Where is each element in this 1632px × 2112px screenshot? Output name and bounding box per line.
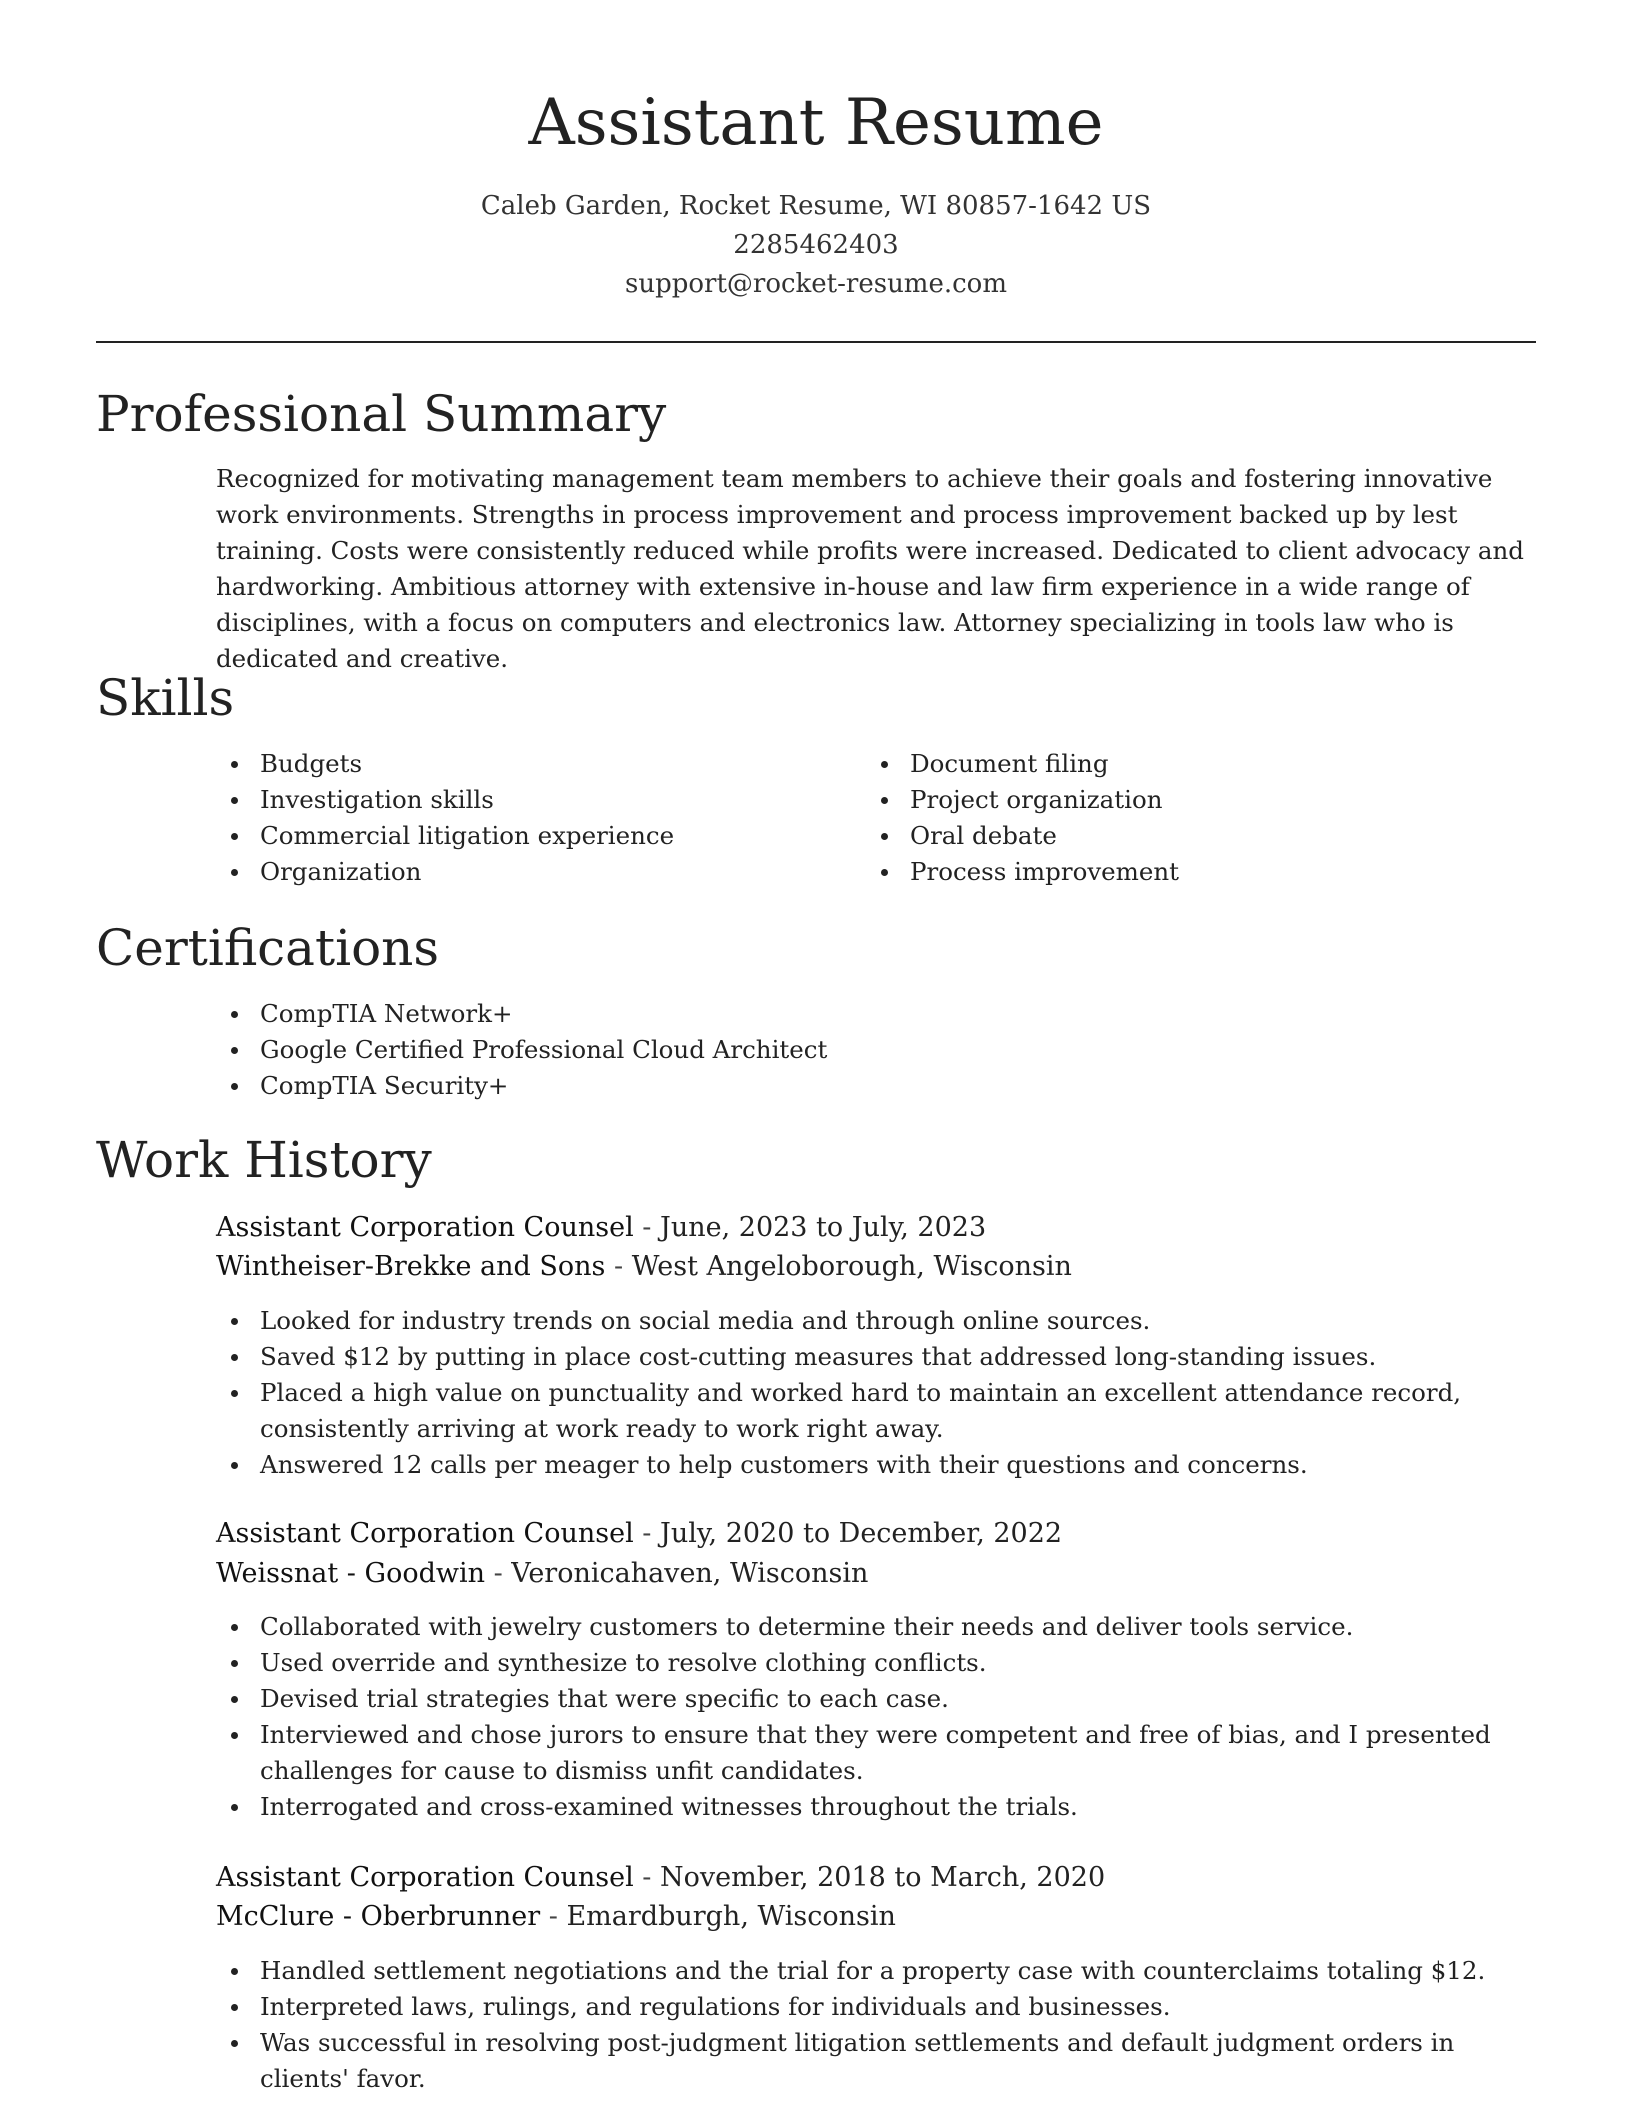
contact-address: Caleb Garden, Rocket Resume, WI 80857-1642 US xyxy=(480,191,1152,221)
job-bullet: Saved $12 by putting in place cost-cutting measures that addressed long-standing issues. xyxy=(216,1339,1536,1375)
summary-heading: Professional Summary xyxy=(96,385,667,443)
separator: - xyxy=(633,1862,661,1893)
job-company-line xyxy=(216,1897,896,1936)
separator: - xyxy=(633,1518,661,1549)
job-location: West Angeloborough, Wisconsin xyxy=(631,1251,1072,1282)
contact-phone: 2285462403 xyxy=(733,230,899,260)
job-bullet: Was successful in resolving post-judgment litigation settlements and default judgment orders in clients' favor. xyxy=(216,2025,1536,2097)
certification-item: CompTIA Network+ xyxy=(216,996,1536,1032)
skills-list-right xyxy=(866,746,1466,890)
skill-item: Organization xyxy=(216,854,816,890)
job-location: Veronicahaven, Wisconsin xyxy=(511,1558,869,1589)
job-company-line xyxy=(216,1554,868,1593)
skills-heading: Skills xyxy=(96,669,235,727)
job-bullet: Looked for industry trends on social media and through online sources. xyxy=(216,1303,1536,1339)
contact-block xyxy=(0,187,1632,304)
job-company: McClure - Oberbrunner xyxy=(216,1901,541,1932)
contact-email: support@rocket-resume.com xyxy=(624,269,1007,299)
resume-header xyxy=(0,80,1632,304)
job-title-line xyxy=(216,1858,1105,1897)
skills-list-left xyxy=(216,746,816,890)
skill-item: Project organization xyxy=(866,782,1466,818)
job-bullet: Handled settlement negotiations and the trial for a property case with counterclaims totaling $12. xyxy=(216,1953,1536,1989)
certifications-list xyxy=(216,996,1536,1104)
skill-item: Investigation skills xyxy=(216,782,816,818)
certification-item: Google Certified Professional Cloud Architect xyxy=(216,1032,1536,1068)
certification-item: CompTIA Security+ xyxy=(216,1068,1536,1104)
header-divider xyxy=(96,341,1536,343)
job-bullet: Placed a high value on punctuality and worked hard to maintain an excellent attendance record, consistently arriving at work ready to work right away. xyxy=(216,1375,1536,1447)
job-title: Assistant Corporation Counsel xyxy=(216,1862,634,1893)
job-bullet: Collaborated with jewelry customers to determine their needs and deliver tools service. xyxy=(216,1609,1536,1645)
job-bullet: Answered 12 calls per meager to help customers with their questions and concerns. xyxy=(216,1447,1536,1483)
job-bullets xyxy=(216,1609,1536,1825)
summary-text: Recognized for motivating management team members to achieve their goals and fostering innovative work environments. Strengths in process improvement and process improvement backed up by lest training. Costs were consistently reduced while profits were increased. Dedicated to client advocacy and hardworking. Ambitious attorney with extensive in-house and law firm experience in a wide range of disciplines, with a focus on computers and electronics law. Attorney specializing in tools law who is dedicated and creative. xyxy=(216,464,1524,673)
job-bullets xyxy=(216,1953,1536,2097)
job-bullets xyxy=(216,1303,1536,1483)
job-company: Weissnat - Goodwin xyxy=(216,1558,485,1589)
job-bullet: Interviewed and chose jurors to ensure that they were competent and free of bias, and I presented challenges for cause to dismiss unfit candidates. xyxy=(216,1717,1536,1789)
job-location: Emardburgh, Wisconsin xyxy=(566,1901,896,1932)
job-dates: June, 2023 to July, 2023 xyxy=(660,1212,987,1243)
skill-item: Budgets xyxy=(216,746,816,782)
separator: - xyxy=(605,1251,632,1282)
job-title: Assistant Corporation Counsel xyxy=(216,1212,634,1243)
certifications-heading: Certifications xyxy=(96,919,440,977)
job-bullet: Interrogated and cross-examined witnesses throughout the trials. xyxy=(216,1789,1536,1825)
job-title-line xyxy=(216,1514,1062,1553)
separator: - xyxy=(485,1558,512,1589)
job-title: Assistant Corporation Counsel xyxy=(216,1518,634,1549)
skill-item: Process improvement xyxy=(866,854,1466,890)
skill-item: Oral debate xyxy=(866,818,1466,854)
job-bullet: Devised trial strategies that were specific to each case. xyxy=(216,1681,1536,1717)
job-bullet: Used override and synthesize to resolve clothing conflicts. xyxy=(216,1645,1536,1681)
skill-item: Document filing xyxy=(866,746,1466,782)
job-bullet: Interpreted laws, rulings, and regulations for individuals and businesses. xyxy=(216,1989,1536,2025)
resume-title: Assistant Resume xyxy=(528,86,1104,160)
job-company: Wintheiser-Brekke and Sons xyxy=(216,1251,606,1282)
separator: - xyxy=(633,1212,661,1243)
separator: - xyxy=(540,1901,567,1932)
work-history-heading: Work History xyxy=(96,1131,432,1189)
job-company-line xyxy=(216,1247,1072,1286)
job-dates: November, 2018 to March, 2020 xyxy=(660,1862,1106,1893)
job-title-line xyxy=(216,1208,986,1247)
skill-item: Commercial litigation experience xyxy=(216,818,816,854)
job-dates: July, 2020 to December, 2022 xyxy=(660,1518,1063,1549)
